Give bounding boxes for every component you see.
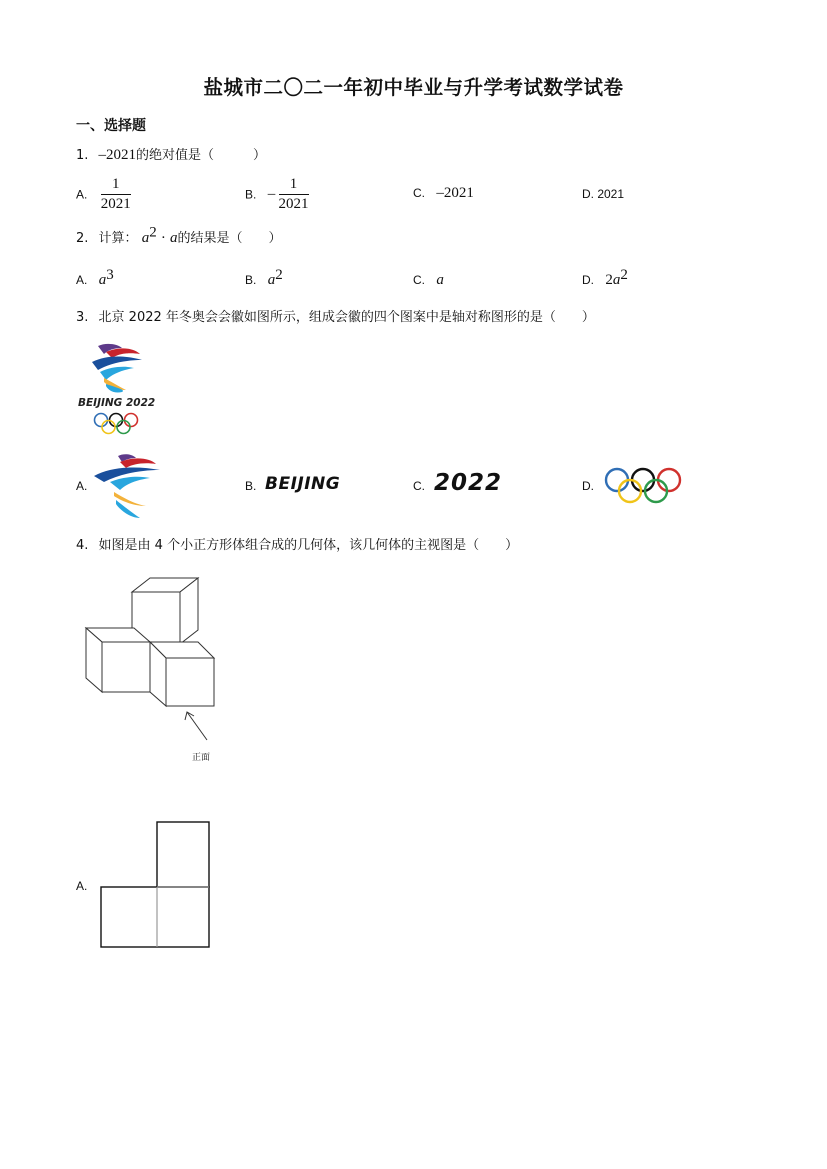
section-heading: 一、选择题 — [76, 118, 146, 134]
q1-option-a[interactable] — [76, 176, 131, 213]
denominator: 2021 — [278, 196, 309, 212]
option-base: a — [612, 272, 621, 288]
option-exponent: 2 — [275, 267, 283, 283]
q1-option-b[interactable] — [245, 176, 309, 213]
q2-option-b[interactable] — [245, 267, 283, 289]
option-base: a — [98, 272, 107, 288]
q2-option-a[interactable] — [76, 267, 114, 289]
fraction — [279, 176, 309, 213]
q3-option-b[interactable]: BEIJING — [265, 474, 341, 494]
option-base: a — [267, 272, 276, 288]
option-label: D. — [582, 273, 594, 287]
option-label: D. 2021 — [582, 187, 625, 201]
question-number: 2. — [76, 231, 89, 246]
q3-option-a-label: A. — [76, 479, 88, 493]
q3-option-b-label: B. — [245, 479, 257, 493]
question-4 — [76, 537, 518, 555]
numerator: 1 — [279, 176, 309, 195]
front-view-diagram — [100, 820, 212, 950]
q1-option-d[interactable] — [582, 187, 624, 201]
q1-text: 的绝对值是（ ） — [136, 148, 267, 163]
option-coefficient: 2 — [605, 272, 613, 288]
cube-figure — [82, 574, 222, 764]
beijing-2022-emblem — [78, 340, 162, 440]
front-label: 正面 — [192, 753, 211, 763]
option-label: A. — [76, 187, 88, 202]
numerator: 1 — [101, 176, 131, 195]
option-exponent: 3 — [106, 267, 114, 283]
emblem-ribbon-icon — [90, 452, 165, 524]
question-number: 1. — [76, 148, 89, 163]
q3-option-c-label: C. — [413, 479, 425, 493]
q2-base2: a — [169, 230, 178, 246]
option-exponent: 2 — [620, 267, 628, 283]
q4-option-a-label: A. — [76, 879, 88, 893]
arrow-icon — [185, 712, 207, 740]
q3-option-c[interactable]: 2022 — [434, 470, 503, 496]
cube-diagram — [82, 574, 222, 764]
question-2 — [76, 224, 282, 248]
q3-text: 北京 2022 年冬奥会会徽如图所示，组成会徽的四个图案中是轴对称图形的是（ ） — [98, 310, 595, 325]
fraction — [101, 176, 131, 213]
question-1 — [76, 146, 266, 165]
question-number: 3. — [76, 310, 89, 325]
q2-base: a — [141, 230, 150, 246]
q2-dot: · — [160, 230, 166, 246]
emblem-text: BEIJING 2022 — [78, 397, 156, 409]
q1-option-c[interactable] — [413, 185, 474, 202]
question-number: 4. — [76, 538, 89, 553]
option-label: B. — [245, 187, 257, 202]
q2-option-c[interactable] — [413, 272, 444, 289]
denominator: 2021 — [100, 196, 131, 212]
option-label: C. — [413, 186, 425, 200]
page-title: 盐城市二〇二一年初中毕业与升学考试数学试卷 — [203, 76, 624, 99]
q3-option-d[interactable] — [602, 464, 686, 508]
option-label: C. — [413, 273, 425, 287]
q2-suffix: 的结果是（ ） — [177, 231, 282, 246]
emblem-icon — [78, 340, 162, 440]
option-base: a — [436, 272, 444, 288]
q2-prefix: 计算： — [98, 231, 138, 246]
minus-sign: – — [267, 186, 276, 202]
q2-option-d[interactable] — [582, 267, 628, 289]
q2-exponent: 2 — [149, 224, 157, 241]
olympic-rings-icon — [602, 464, 686, 508]
q3-option-d-label: D. — [582, 479, 594, 493]
option-label: B. — [245, 273, 257, 287]
q4-option-a[interactable] — [100, 820, 212, 950]
olympic-rings-icon — [95, 414, 138, 434]
q3-option-a[interactable] — [90, 452, 165, 524]
question-3 — [76, 309, 595, 327]
option-label: A. — [76, 273, 88, 287]
q1-expression: –2021 — [98, 147, 137, 163]
option-value: –2021 — [436, 185, 474, 201]
q4-text: 如图是由 4 个小正方形体组合成的几何体，该几何体的主视图是（ ） — [98, 538, 519, 553]
